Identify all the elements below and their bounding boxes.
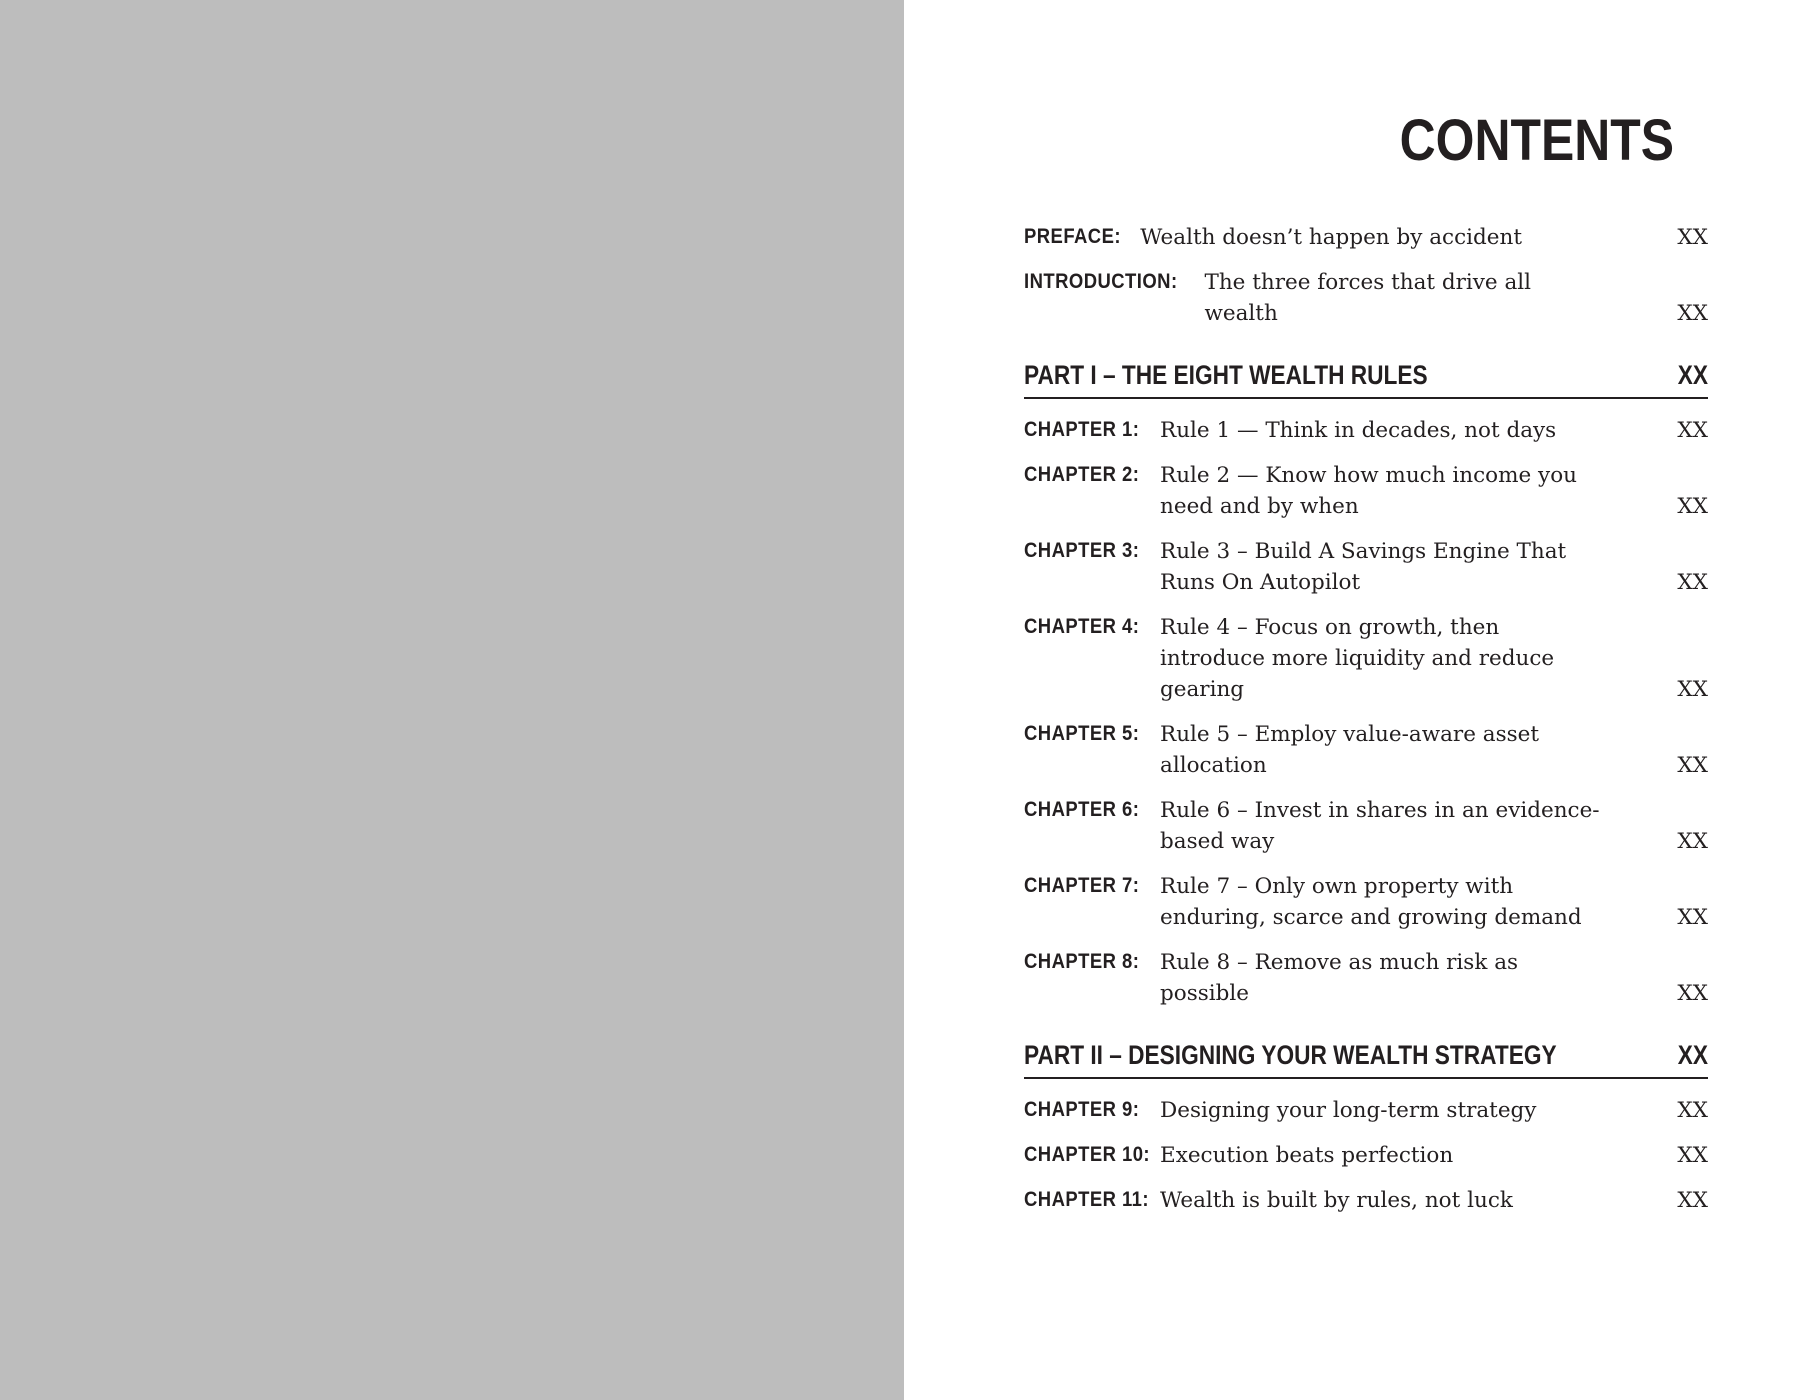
chapter-label: CHAPTER 1: xyxy=(1024,418,1140,441)
chapter-title: Rule 6 – Invest in shares in an evidence-based way xyxy=(1160,798,1600,854)
contents-page xyxy=(904,0,1800,1400)
chapter-title: Rule 1 — Think in decades, not days xyxy=(1160,418,1557,443)
chapter-label: CHAPTER 10: xyxy=(1024,1143,1151,1166)
entry-text: The three forces that drive all wealth xyxy=(1204,270,1532,326)
page-number: XX xyxy=(1677,1188,1708,1213)
chapter-label: CHAPTER 4: xyxy=(1024,615,1140,638)
chapter-label: CHAPTER 6: xyxy=(1024,798,1140,821)
chapter-label: CHAPTER 11: xyxy=(1024,1188,1149,1211)
toc-entry-chapter-7[interactable] xyxy=(1024,871,1708,933)
chapter-title: Rule 3 – Build A Savings Engine That Runs On Autopilot xyxy=(1160,539,1567,595)
page-number: XX xyxy=(1677,753,1708,778)
chapter-label: CHAPTER 9: xyxy=(1024,1098,1140,1121)
page-number: XX xyxy=(1677,1143,1708,1168)
page-number: XX xyxy=(1677,981,1708,1006)
page-number: XX xyxy=(1677,225,1708,250)
chapter-title: Execution beats perfection xyxy=(1160,1143,1454,1168)
entry-label: INTRODUCTION: xyxy=(1024,270,1178,293)
toc-entry-chapter-8[interactable] xyxy=(1024,947,1708,1009)
page-number: XX xyxy=(1677,494,1708,519)
toc-entry-chapter-3[interactable] xyxy=(1024,536,1708,598)
toc-entry-chapter-9[interactable] xyxy=(1024,1095,1708,1126)
entry-label: PREFACE: xyxy=(1024,225,1121,248)
toc-entry-introduction[interactable] xyxy=(1024,267,1708,329)
toc-entry-chapter-10[interactable] xyxy=(1024,1140,1708,1171)
toc-entry-chapter-11[interactable] xyxy=(1024,1185,1708,1216)
front-matter xyxy=(1024,222,1708,329)
chapter-label: CHAPTER 3: xyxy=(1024,539,1140,562)
page-number: XX xyxy=(1677,418,1708,443)
table-of-contents xyxy=(1024,222,1708,1230)
toc-entry-preface[interactable] xyxy=(1024,222,1708,253)
toc-entry-chapter-1[interactable] xyxy=(1024,415,1708,446)
part-page-number: XX xyxy=(1677,360,1708,390)
toc-entry-chapter-4[interactable] xyxy=(1024,612,1708,705)
entry-text: Wealth doesn’t happen by accident xyxy=(1140,225,1522,250)
page-number: XX xyxy=(1677,570,1708,595)
chapter-label: CHAPTER 7: xyxy=(1024,874,1140,897)
page-title: CONTENTS xyxy=(1399,108,1674,173)
chapter-label: CHAPTER 8: xyxy=(1024,950,1140,973)
toc-entry-chapter-6[interactable] xyxy=(1024,795,1708,857)
chapter-title: Rule 7 – Only own property with enduring, scarce and growing demand xyxy=(1160,874,1582,930)
part-title: PART I – THE EIGHT WEALTH RULES xyxy=(1024,360,1428,390)
part-heading-2[interactable] xyxy=(1024,1039,1708,1079)
page-number: XX xyxy=(1677,1098,1708,1123)
chapter-title: Rule 5 – Employ value-aware asset allocation xyxy=(1160,722,1540,778)
part-1-chapters xyxy=(1024,415,1708,1009)
page-number: XX xyxy=(1677,301,1708,326)
toc-entry-chapter-5[interactable] xyxy=(1024,719,1708,781)
part-title: PART II – DESIGNING YOUR WEALTH STRATEGY xyxy=(1024,1040,1557,1070)
part-heading-1[interactable] xyxy=(1024,359,1708,399)
toc-entry-chapter-2[interactable] xyxy=(1024,460,1708,522)
part-2-chapters xyxy=(1024,1095,1708,1216)
page-number: XX xyxy=(1677,677,1708,702)
page-number: XX xyxy=(1677,905,1708,930)
chapter-label: CHAPTER 2: xyxy=(1024,463,1140,486)
chapter-label: CHAPTER 5: xyxy=(1024,722,1140,745)
chapter-title: Rule 2 — Know how much income you need and by when xyxy=(1160,463,1577,519)
chapter-title: Wealth is built by rules, not luck xyxy=(1160,1188,1513,1213)
chapter-title: Rule 8 – Remove as much risk as possible xyxy=(1160,950,1519,1006)
chapter-title: Designing your long-term strategy xyxy=(1160,1098,1537,1123)
part-page-number: XX xyxy=(1677,1040,1708,1070)
page-number: XX xyxy=(1677,829,1708,854)
chapter-title: Rule 4 – Focus on growth, then introduce more liquidity and reduce gearing xyxy=(1160,615,1555,702)
